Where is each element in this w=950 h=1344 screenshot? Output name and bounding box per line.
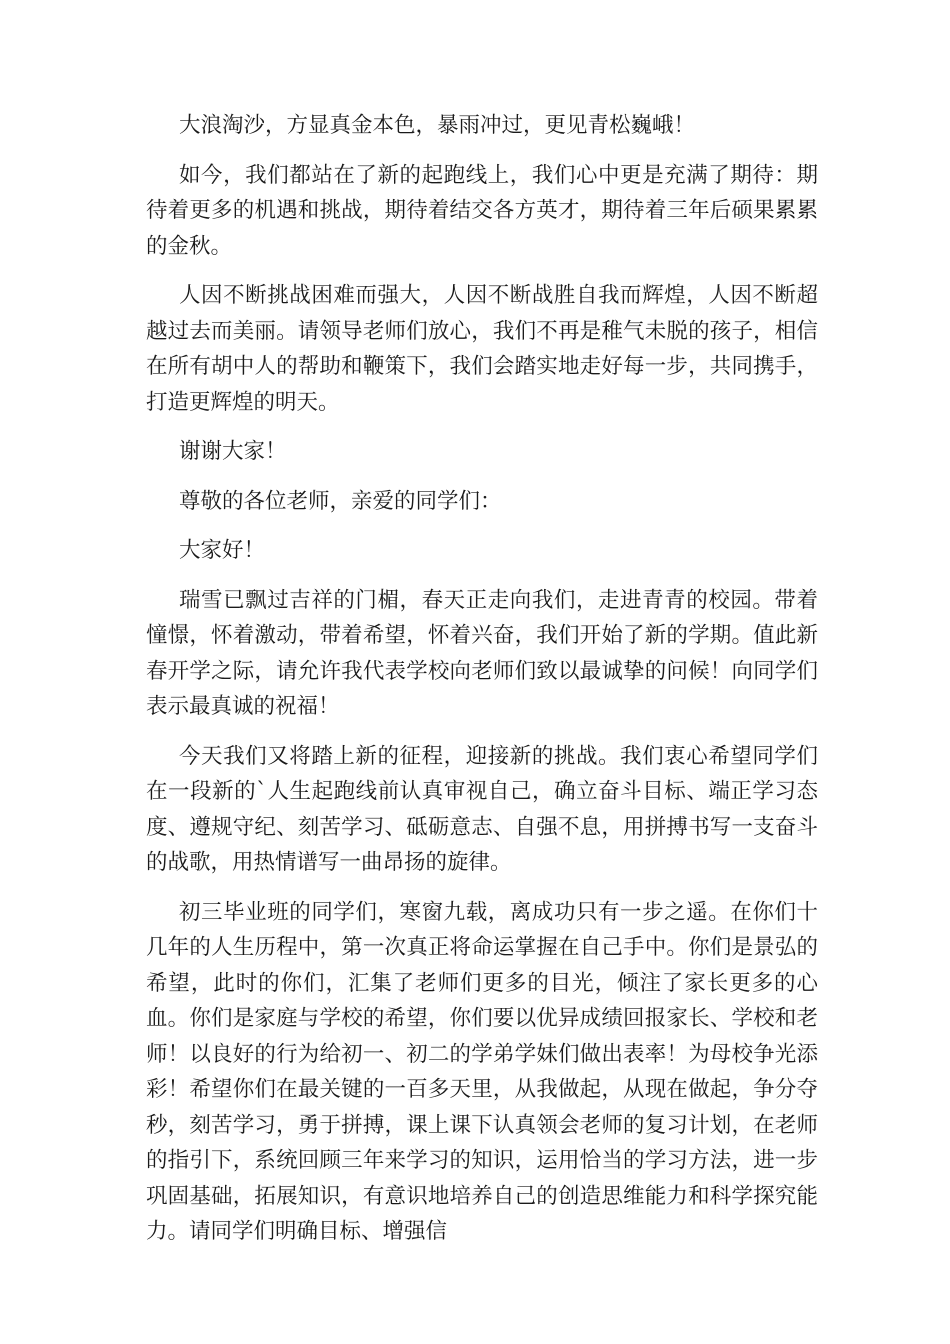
- paragraph-graduating-class: 初三毕业班的同学们，寒窗九载，离成功只有一步之遥。在你们十几年的人生历程中，第一次真正将命运掌握在自己手中。你们是景弘的希望，此时的你们，汇集了老师们更多的目光，倾注了家长更多的心血。你们是家庭与学校的希望，你们要以优异成绩回报家长、学校和老师！以良好的行为给初一、初二的学弟学妹们做出表率！为母校争光添彩！希望你们在最关键的一百多天里，从我做起，从现在做起，争分夺秒，刻苦学习，勇于拼搏，课上课下认真领会老师的复习计划，在老师的指引下，系统回顾三年来学习的知识，运用恰当的学习方法，进一步巩固基础，拓展知识，有意识地培养自己的创造思维能力和科学探究能力。请同学们明确目标、增强信: [146, 899, 818, 1244]
- paragraph-resolve: 人因不断挑战困难而强大，人因不断战胜自我而辉煌，人因不断超越过去而美丽。请领导老师们放心，我们不再是稚气未脱的孩子，相信在所有胡中人的帮助和鞭策下，我们会踏实地走好每一步，共同携手，打造更辉煌的明天。: [146, 283, 818, 415]
- paragraph-proverb: 大浪淘沙，方显真金本色，暴雨冲过，更见青松巍峨！: [179, 113, 696, 138]
- document-body: [146, 108, 818, 1264]
- paragraph-greeting: 大家好！: [179, 538, 266, 563]
- paragraph-expectations: 如今，我们都站在了新的起跑线上，我们心中更是充满了期待：期待着更多的机遇和挑战，期待着结交各方英才，期待着三年后硕果累累的金秋。: [146, 162, 818, 259]
- paragraph-new-journey: 今天我们又将踏上新的征程，迎接新的挑战。我们衷心希望同学们在一段新的`人生起跑线前认真审视自己，确立奋斗目标、端正学习态度、遵规守纪、刻苦学习、砥砺意志、自强不息，用拼搏书写一支奋斗的战歌，用热情谱写一曲昂扬的旋律。: [146, 743, 818, 875]
- paragraph-salutation: 尊敬的各位老师，亲爱的同学们：: [179, 488, 502, 514]
- paragraph-thanks: 谢谢大家！: [179, 439, 287, 464]
- paragraph-new-semester: 瑞雪已飘过吉祥的门楣，春天正走向我们，走进青青的校园。带着憧憬，怀着激动，带着希望，怀着兴奋，我们开始了新的学期。值此新春开学之际，请允许我代表学校向老师们致以最诚挚的问候！向同学们表示最真诚的祝福！: [146, 587, 818, 719]
